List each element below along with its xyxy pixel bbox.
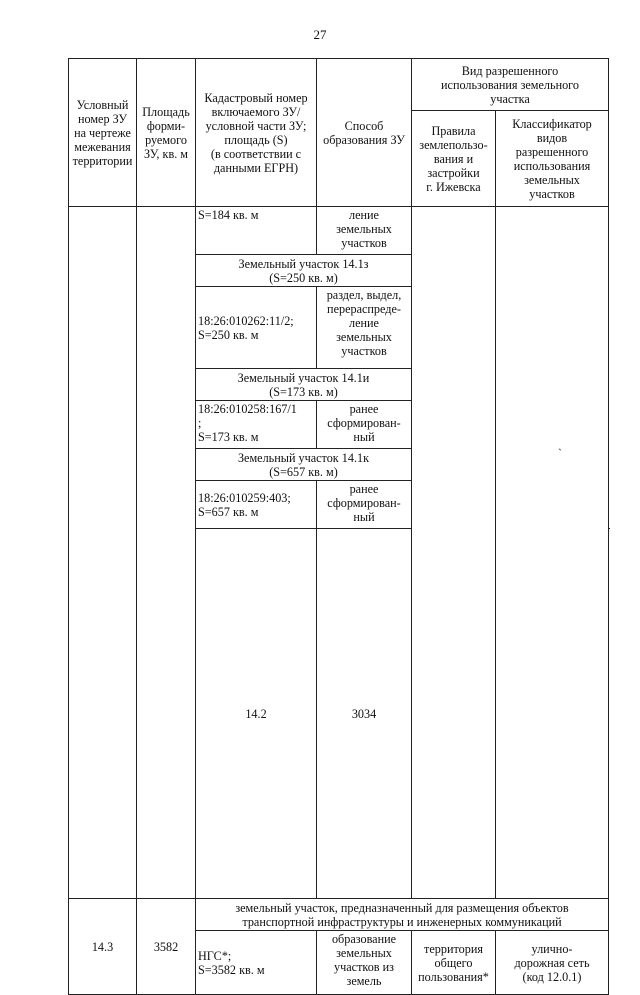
formation-method-cell: ление земельных участков (317, 207, 412, 255)
plot-purpose-row: земельный участок, предназначенный для размещения объектов транспортной инфраструктуры и инженерных коммуникаций (196, 899, 609, 931)
cadastral-cell: НГС*; S=3582 кв. м (196, 931, 317, 995)
cadastral-cell: S=184 кв. м (196, 207, 317, 255)
formation-method-cell: образование земельных участков из земель (317, 931, 412, 995)
plot-subheader-14-1k: Земельный участок 14.1к (S=657 кв. м) (196, 449, 412, 481)
plot-subheader-14-1i: Земельный участок 14.1и (S=173 кв. м) (196, 369, 412, 401)
header-plot-number: Условный номер ЗУ на чертеже межевания территории (69, 59, 137, 207)
continuation-rules-cell (412, 207, 496, 899)
stray-mark: ` (558, 446, 562, 460)
header-permitted-use-group: Вид разрешенного использования земельного участка (412, 59, 609, 111)
land-plots-table (68, 58, 609, 995)
cadastral-cell: 18:26:010262:11/2; S=250 кв. м (196, 287, 317, 369)
cadastral-cell: 18:26:010259:403; S=657 кв. м (196, 481, 317, 529)
page-number: 27 (313, 27, 327, 42)
header-classifier: Классификатор видов разрешенного использования земельных участков (496, 111, 609, 207)
plot-area: 3034 (317, 529, 412, 899)
continuation-number-cell (69, 207, 137, 899)
formation-method-cell: ранее сформирован- ный (317, 401, 412, 449)
plot-number: 14.3 (69, 899, 137, 995)
rules-cell: территория общего пользования* (412, 931, 496, 995)
header-cadastral-number: Кадастровый номер включаемого ЗУ/ условной части ЗУ; площадь (S) (в соответствии с данными ЕГРН) (196, 59, 317, 207)
formation-method-cell: раздел, выдел, перераспреде- ление земельных участков (317, 287, 412, 369)
header-rules: Правила землепользо- вания и застройки г. Ижевска (412, 111, 496, 207)
formation-method-cell: ранее сформирован- ный (317, 481, 412, 529)
continuation-classifier-cell (496, 207, 609, 899)
header-area: Площадь форми- руемого ЗУ, кв. м (137, 59, 196, 207)
plot-area: 3582 (137, 899, 196, 995)
plot-number: 14.2 (196, 529, 317, 899)
continuation-area-cell (137, 207, 196, 899)
classifier-cell: улично- дорожная сеть (код 12.0.1) (496, 931, 609, 995)
plot-subheader-14-1z: Земельный участок 14.1з (S=250 кв. м) (196, 255, 412, 287)
cadastral-cell: 18:26:010258:167/1 ; S=173 кв. м (196, 401, 317, 449)
header-formation-method: Способ образования ЗУ (317, 59, 412, 207)
